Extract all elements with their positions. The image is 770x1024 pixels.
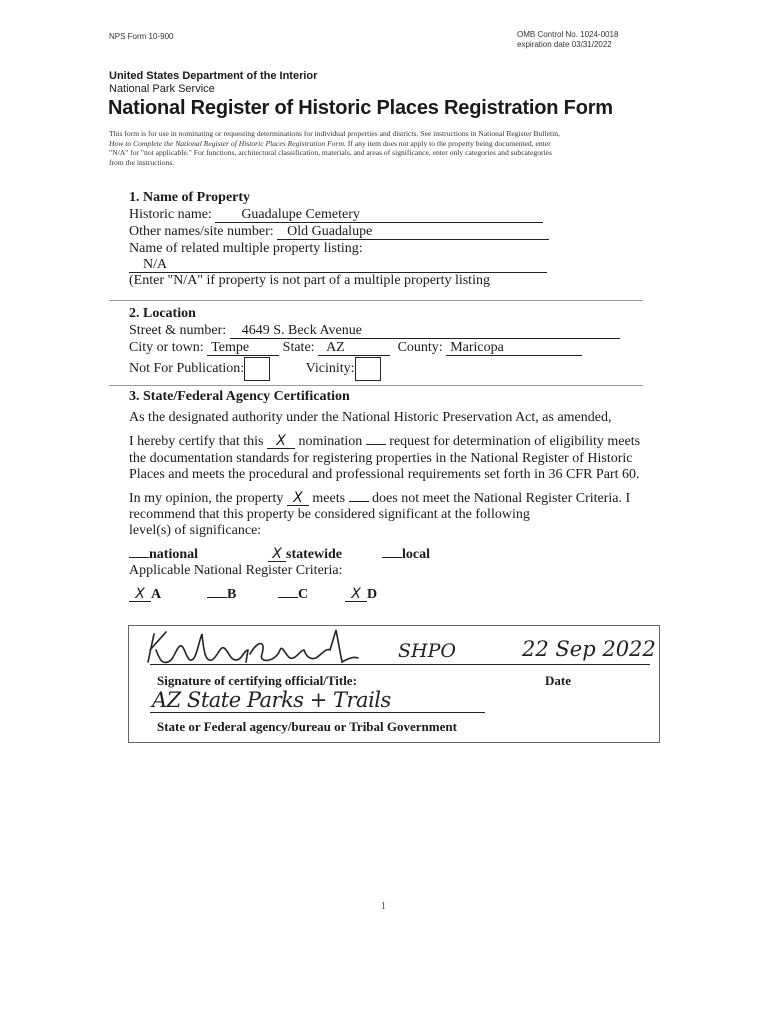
certify-line-2: the documentation standards for registering properties in the National Register of Historic (129, 451, 633, 466)
other-names-field[interactable]: Old Guadalupe (277, 225, 549, 240)
historic-name-field[interactable]: Guadalupe Cemetery (215, 208, 543, 223)
criteria-d-label: D (367, 587, 378, 602)
intro-line-2 (109, 139, 669, 149)
agency-line (150, 712, 485, 713)
certify-text-c: request for determination of eligibility meets (389, 434, 641, 449)
street-row (129, 323, 620, 339)
signature-line (150, 664, 650, 665)
vicinity-label: Vicinity: (305, 361, 355, 377)
meets-check[interactable]: X (287, 491, 309, 506)
section-1-note: (Enter "N/A" if property is not part of a multiple property listing (129, 273, 490, 288)
section-divider (109, 300, 643, 301)
city-row (129, 340, 582, 356)
handwritten-title: SHPO (398, 640, 456, 662)
certify-line-1 (129, 434, 640, 450)
city-field[interactable]: Tempe (207, 341, 279, 356)
intro-line-4: from the instructions. (109, 157, 175, 167)
criteria-b[interactable] (207, 587, 236, 603)
publication-row (129, 357, 381, 381)
request-check[interactable] (366, 444, 386, 445)
state-field[interactable]: AZ (318, 341, 390, 356)
intro-line-1: This form is for use in nominating or requesting determinations for individual properties and districts. See instructions in National Register Bulletin, (109, 129, 560, 138)
statewide-label: statewide (286, 547, 342, 562)
level-local[interactable] (382, 547, 430, 563)
criteria-c[interactable] (278, 587, 308, 603)
other-names-label: Other names/site number: (129, 224, 274, 239)
vicinity-checkbox[interactable] (355, 357, 381, 381)
county-field[interactable]: Maricopa (446, 341, 582, 356)
not-for-publication-checkbox[interactable] (244, 357, 270, 381)
service-name: National Park Service (109, 83, 215, 95)
criteria-a-check[interactable]: X (129, 587, 151, 602)
section-1-heading: 1. Name of Property (129, 190, 251, 205)
criteria-d[interactable] (345, 587, 377, 603)
section-3-heading: 3. State/Federal Agency Certification (129, 389, 350, 404)
criteria-a-label: A (151, 587, 162, 602)
authority-paragraph: As the designated authority under the National Historic Preservation Act, as amended, (129, 410, 612, 425)
local-check[interactable] (382, 557, 402, 558)
opinion-line-3: level(s) of significance: (129, 523, 262, 538)
criteria-c-check[interactable] (278, 597, 298, 598)
criteria-b-label: B (227, 587, 237, 602)
handwritten-signature (140, 620, 400, 680)
section-2-heading: 2. Location (129, 306, 196, 321)
department-name: United States Department of the Interior (109, 70, 318, 82)
opinion-line-2: recommend that this property be considered significant at the following (129, 507, 530, 522)
other-names-row (129, 224, 549, 240)
street-field[interactable]: 4649 S. Beck Avenue (230, 324, 620, 339)
related-listing-label: Name of related multiple property listing: (129, 241, 363, 256)
form-number: NPS Form 10-900 (109, 32, 174, 41)
signature-label: Signature of certifying official/Title: (157, 673, 357, 688)
certify-text-a: I hereby certify that this (129, 434, 264, 449)
opinion-line-1 (129, 491, 630, 507)
national-label: national (149, 547, 199, 562)
agency-label: State or Federal agency/bureau or Tribal Government (157, 719, 457, 734)
nomination-check[interactable]: X (267, 434, 295, 449)
national-check[interactable] (129, 557, 149, 558)
expiration-date: expiration date 03/31/2022 (517, 40, 612, 49)
opinion-text-a: In my opinion, the property (129, 491, 284, 506)
historic-name-label: Historic name: (129, 207, 212, 222)
statewide-check[interactable]: X (268, 547, 286, 562)
city-label: City or town: (129, 340, 204, 355)
certify-text-b: nomination (298, 434, 363, 449)
criteria-b-check[interactable] (207, 597, 227, 598)
handwritten-date: 22 Sep 2022 (522, 637, 656, 661)
criteria-c-label: C (298, 587, 309, 602)
level-national[interactable] (129, 547, 198, 563)
county-label: County: (397, 340, 443, 355)
historic-name-row (129, 207, 543, 223)
date-label: Date (545, 673, 571, 688)
intro-line-2-rest: If any item does not apply to the property being documented, enter (345, 138, 551, 148)
criteria-d-check[interactable]: X (345, 587, 367, 602)
omb-control-number: OMB Control No. 1024-0018 (517, 30, 619, 39)
does-not-meet-check[interactable] (349, 501, 369, 502)
related-listing-row (129, 257, 547, 273)
local-label: local (402, 547, 430, 562)
intro-bulletin-title: How to Complete the National Register of Historic Places Registration Form. (109, 138, 346, 148)
related-listing-field[interactable]: N/A (129, 258, 547, 273)
not-for-publication-label: Not For Publication: (129, 361, 245, 377)
state-label: State: (282, 340, 315, 355)
certify-line-3: Places and meets the procedural and professional requirements set forth in 36 CFR Part 60. (129, 467, 640, 482)
intro-line-3: "N/A" for "not applicable." For functions, architectural classification, materials, and areas of significance, enter only categories and subcategories (109, 148, 552, 158)
criteria-label: Applicable National Register Criteria: (129, 563, 343, 578)
page-title: National Register of Historic Places Registration Form (108, 97, 613, 119)
opinion-text-b: meets (312, 491, 346, 506)
section-divider (109, 385, 643, 386)
level-statewide[interactable] (268, 547, 342, 563)
criteria-a[interactable] (129, 587, 161, 603)
page-number: 1 (381, 901, 386, 912)
street-label: Street & number: (129, 323, 227, 338)
handwritten-agency: AZ State Parks + Trails (152, 688, 391, 712)
intro-paragraph (109, 129, 669, 167)
opinion-text-c: does not meet the National Register Criteria. I (372, 491, 631, 506)
